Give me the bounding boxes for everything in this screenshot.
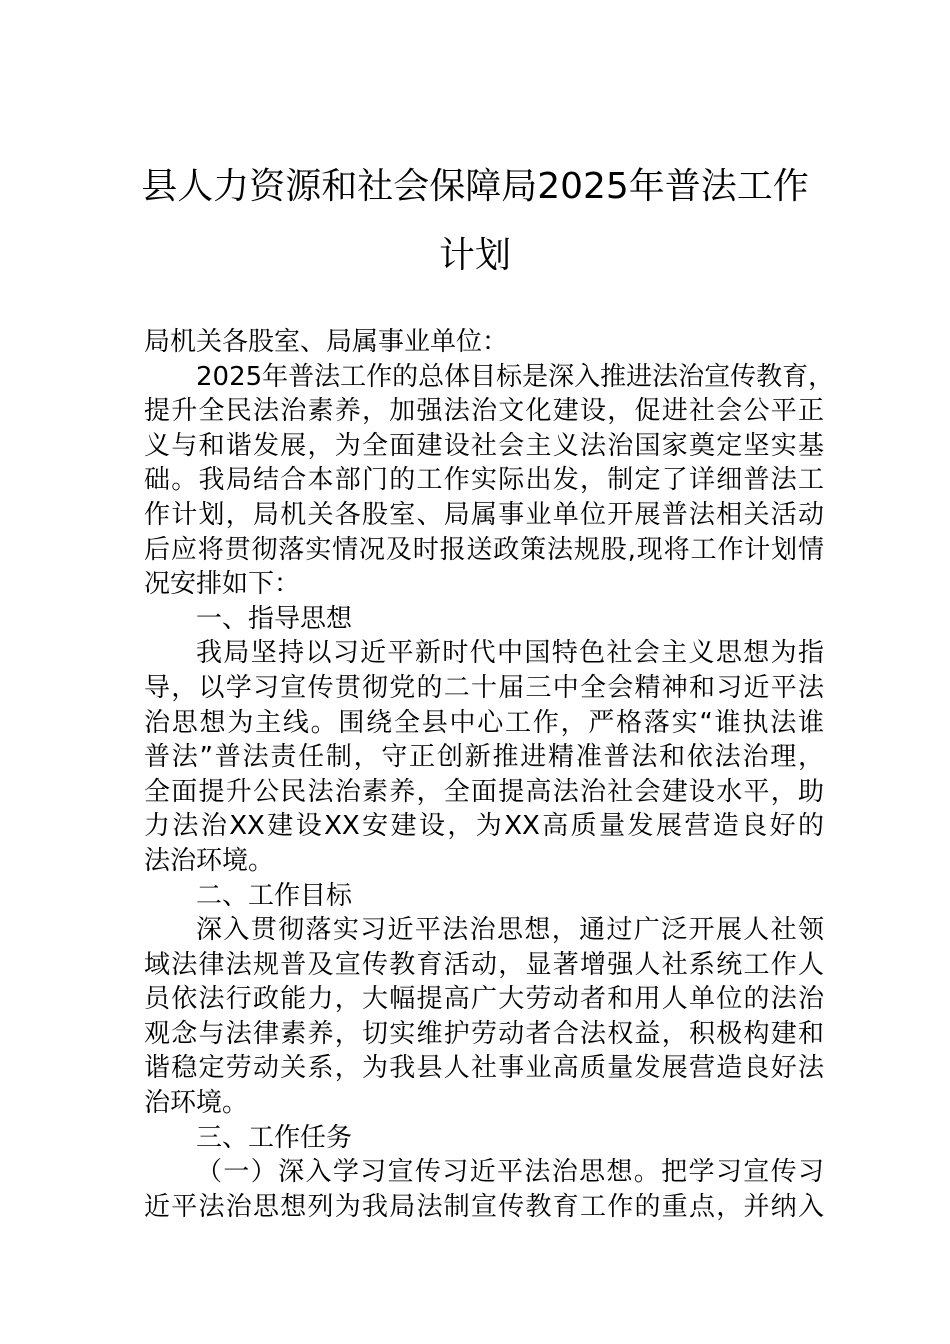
body-line: 我局坚持以习近平新时代中国特色社会主义思想为指 — [196, 638, 824, 669]
body-line: 导，以学习宣传贯彻党的二十届三中全会精神和习近平法 — [144, 672, 824, 703]
body-line: 义与和谐发展，为全面建设社会主义法治国家奠定坚实基 — [144, 430, 824, 461]
document-title-line-1: 县人力资源和社会保障局2025年普法工作 — [141, 166, 809, 207]
body-line: 治思想为主线。围绕全县中心工作，严格落实“谁执法谁 — [144, 707, 824, 738]
body-line: 普法”普法责任制，守正创新推进精准普法和依法治理， — [144, 742, 824, 773]
body-line: 提升全民法治素养，加强法治文化建设，促进社会公平正 — [144, 396, 824, 427]
body-line: （一）深入学习宣传习近平法治思想。把学习宣传习 — [196, 1157, 824, 1188]
body-line: 观念与法律素养，切实维护劳动者合法权益，积极构建和 — [144, 1018, 824, 1049]
body-line: 谐稳定劳动关系，为我县人社事业高质量发展营造良好法 — [144, 1053, 824, 1084]
body-line: 况安排如下： — [144, 569, 301, 600]
document-title-line-2: 计划 — [438, 235, 511, 276]
section-heading-work-goals: 二、工作目标 — [196, 880, 353, 911]
body-line: 员依法行政能力，大幅提高广大劳动者和用人单位的法治 — [144, 984, 824, 1015]
section-heading-guiding-ideology: 一、指导思想 — [196, 603, 353, 634]
body-line: 近平法治思想列为我局法制宣传教育工作的重点，并纳入 — [144, 1191, 824, 1222]
body-line: 2025年普法工作的总体目标是深入推进法治宣传教育， — [196, 361, 835, 392]
section-heading-work-tasks: 三、工作任务 — [196, 1122, 353, 1153]
body-line: 全面提升公民法治素养，全面提高法治社会建设水平，助 — [144, 776, 824, 807]
body-line: 础。我局结合本部门的工作实际出发，制定了详细普法工 — [144, 465, 824, 496]
body-line: 作计划，局机关各股室、局属事业单位开展普法相关活动 — [144, 499, 824, 530]
body-line: 力法治XX建设XX安建设，为XX高质量发展营造良好的 — [144, 811, 824, 842]
body-line: 法治环境。 — [144, 845, 275, 876]
body-line: 后应将贯彻落实情况及时报送政策法规股,现将工作计划情 — [144, 534, 824, 565]
body-line: 治环境。 — [144, 1088, 249, 1119]
document-body — [144, 325, 835, 1224]
body-line: 域法律法规普及宣传教育活动，显著增强人社系统工作人 — [144, 949, 824, 980]
body-line: 深入贯彻落实习近平法治思想，通过广泛开展人社领 — [196, 915, 824, 946]
salutation: 局机关各股室、局属事业单位： — [144, 327, 509, 357]
